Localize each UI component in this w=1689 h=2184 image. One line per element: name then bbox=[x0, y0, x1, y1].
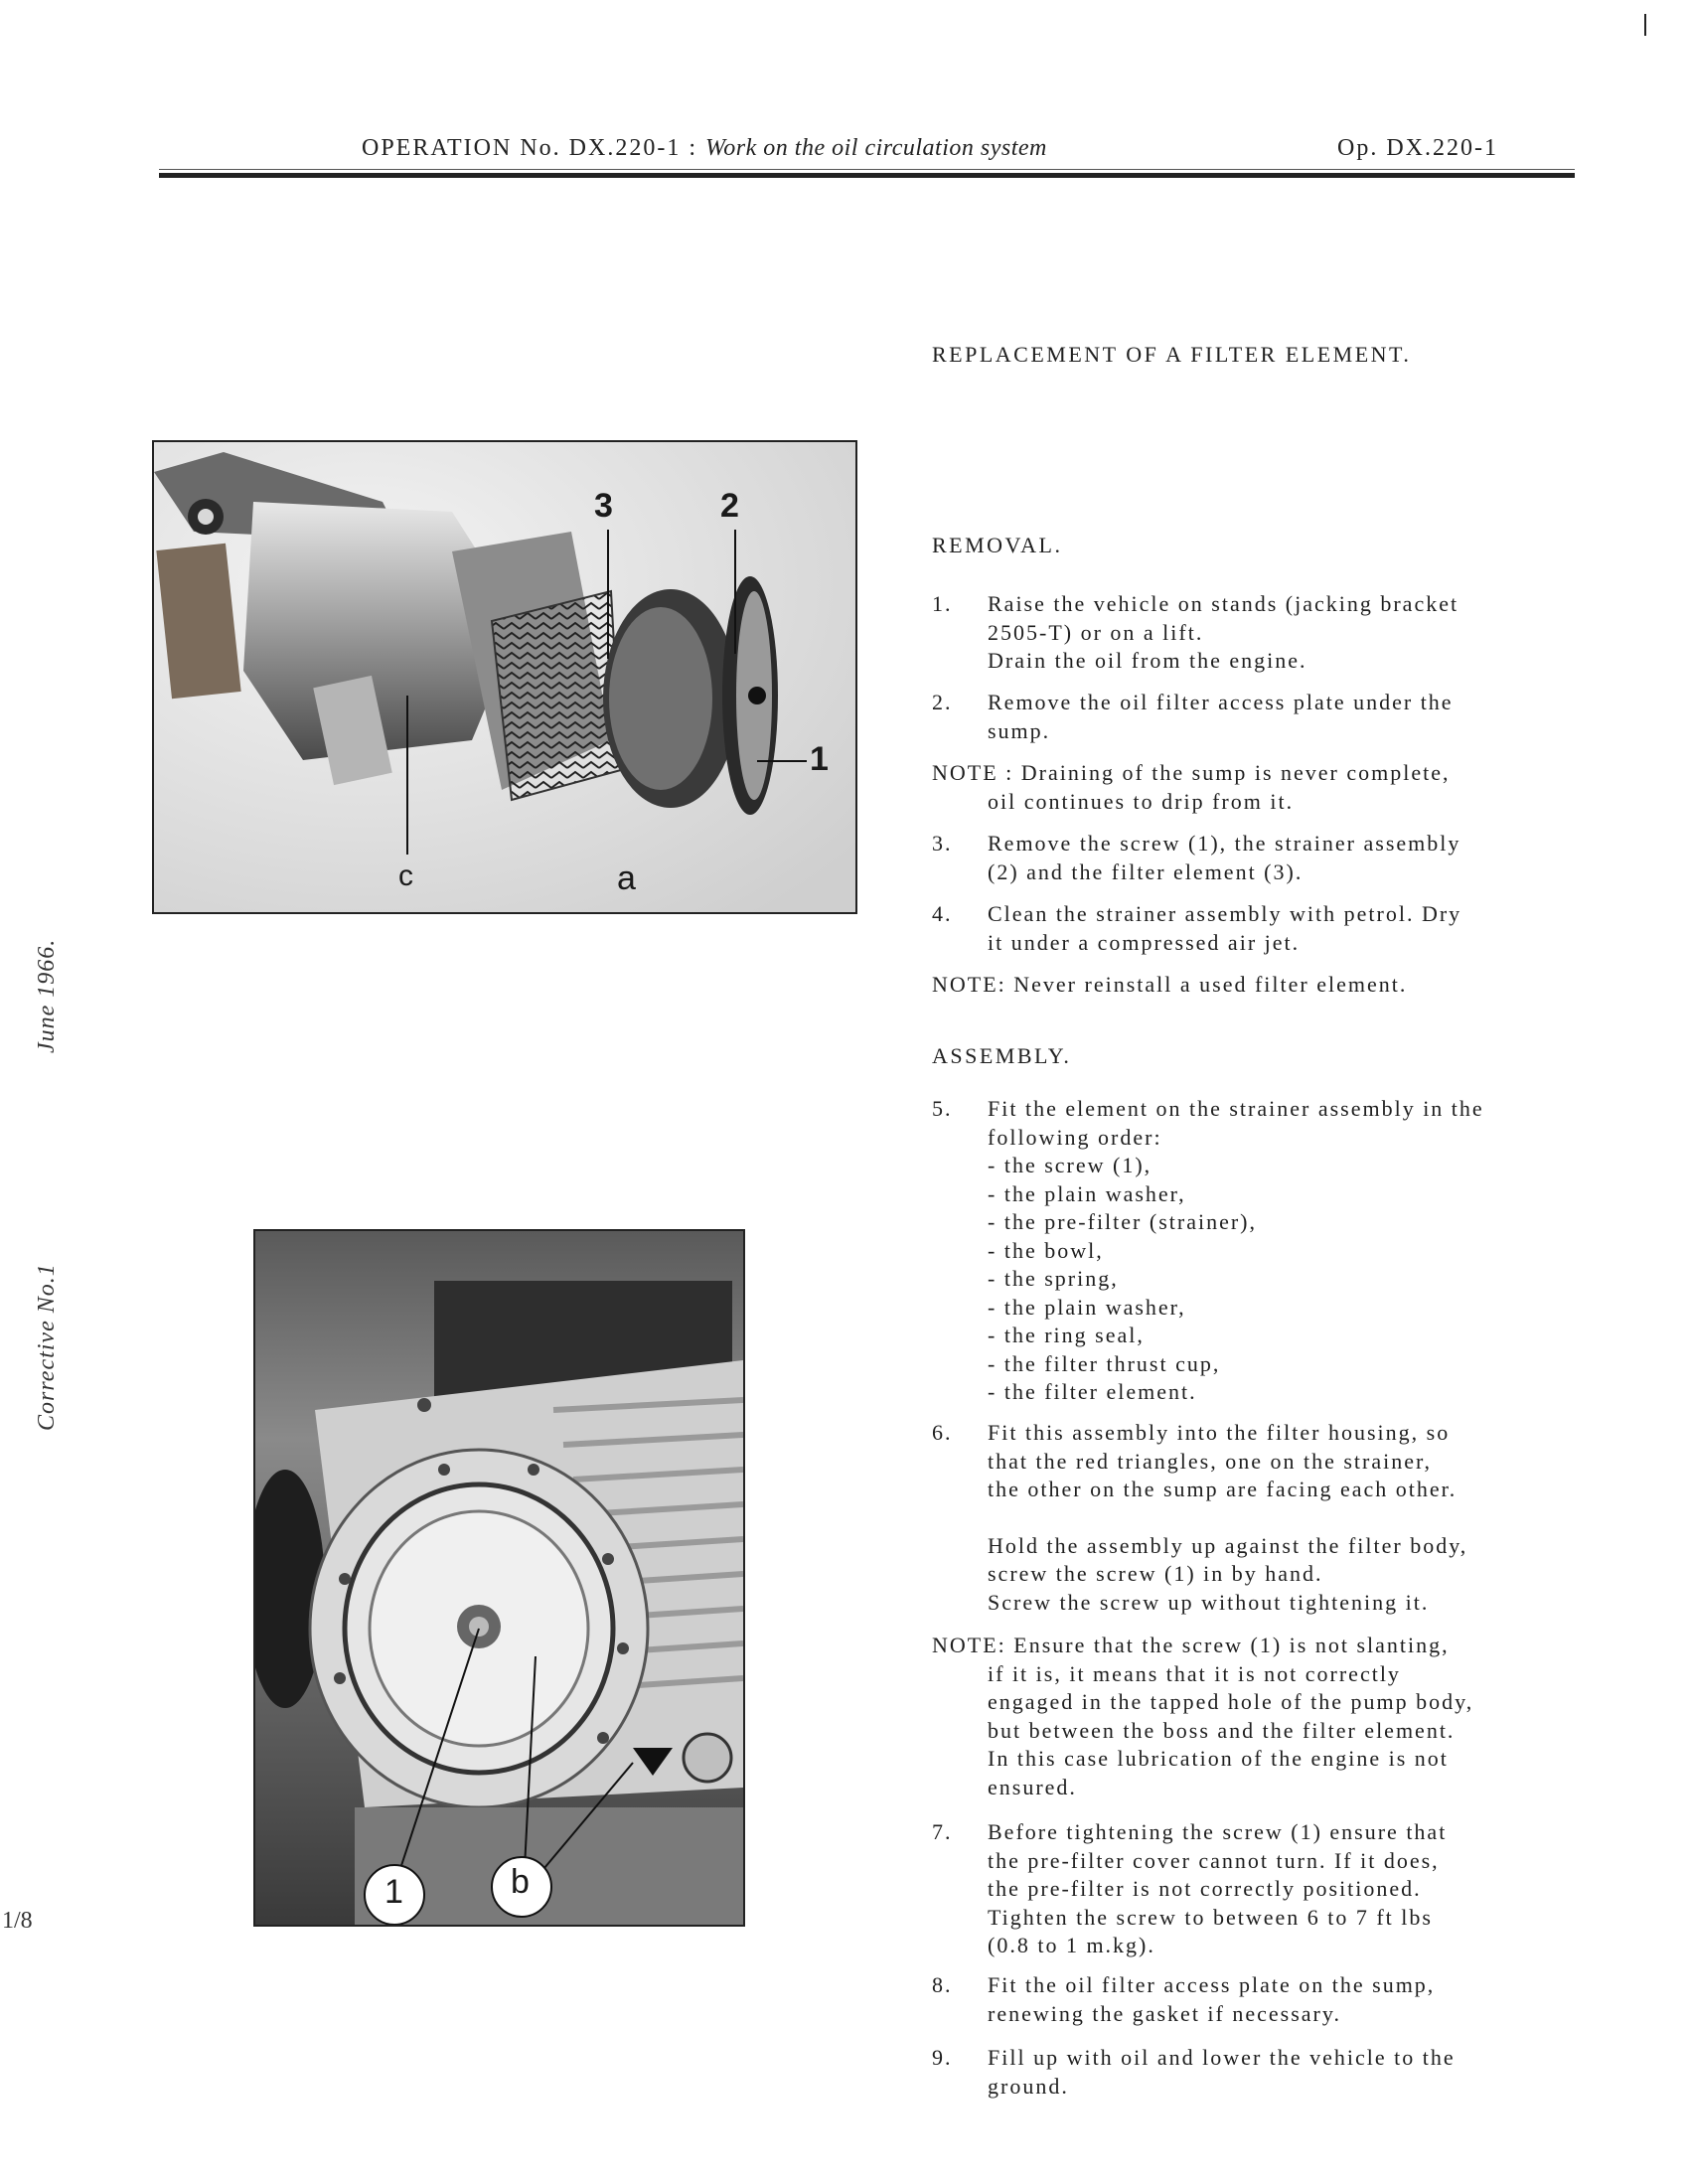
list-item: - the bowl, bbox=[988, 1237, 1104, 1263]
step-9 bbox=[932, 2044, 1588, 2101]
margin-page-code: 1/8 bbox=[2, 1908, 33, 1934]
margin-corrective: Corrective No.1 bbox=[34, 1263, 60, 1431]
header-op-ref: Op. DX.220-1 bbox=[1337, 135, 1498, 161]
step-6-num: 6. bbox=[932, 1420, 953, 1445]
step-9-text: Fill up with oil and lower the vehicle to the ground. bbox=[988, 2045, 1456, 2099]
step-5-list bbox=[988, 1152, 1588, 1407]
leader-2 bbox=[734, 530, 736, 654]
step-3-text: Remove the screw (1), the strainer assembly (2) and the filter element (3). bbox=[988, 831, 1461, 884]
step-2 bbox=[932, 689, 1588, 745]
step-2-text: Remove the oil filter access plate under the sump. bbox=[988, 690, 1454, 743]
list-item: - the filter element. bbox=[988, 1379, 1197, 1404]
step-7-num: 7. bbox=[932, 1819, 953, 1844]
note-3 bbox=[932, 1632, 1588, 1801]
note-1-first: NOTE : Draining of the sump is never complete, bbox=[932, 760, 1451, 785]
leader-c bbox=[406, 696, 408, 855]
note-2 bbox=[932, 971, 1588, 1000]
step-4-text: Clean the strainer assembly with petrol. Dry it under a compressed air jet. bbox=[988, 901, 1462, 955]
step-5 bbox=[932, 1095, 1588, 1407]
header-rule-thin bbox=[159, 169, 1575, 170]
step-7 bbox=[932, 1818, 1588, 1960]
step-4-num: 4. bbox=[932, 901, 953, 926]
leader-1 bbox=[757, 760, 807, 762]
corner-mark bbox=[1644, 14, 1646, 36]
note-3-first: NOTE: Ensure that the screw (1) is not slanting, bbox=[932, 1633, 1450, 1657]
note-3-rest: if it is, it means that it is not correctly engaged in the tapped hole of the pump body, but between the boss and the filter element. In this case lubrication of the engine is not ensured. bbox=[988, 1660, 1474, 1799]
sump-photo bbox=[255, 1231, 743, 1925]
label-1-sump: 1 bbox=[384, 1873, 403, 1911]
label-b: b bbox=[511, 1863, 530, 1901]
list-item: - the filter thrust cup, bbox=[988, 1350, 1221, 1376]
step-6 bbox=[932, 1419, 1588, 1617]
figure-filter-assembly bbox=[152, 440, 857, 914]
note-1 bbox=[932, 759, 1588, 816]
header-rule bbox=[159, 173, 1575, 178]
list-item: - the ring seal, bbox=[988, 1323, 1145, 1347]
step-8-text: Fit the oil filter access plate on the sump, renewing the gasket if necessary. bbox=[988, 1972, 1436, 2026]
list-item: - the plain washer, bbox=[988, 1180, 1186, 1206]
label-1: 1 bbox=[810, 740, 829, 778]
step-7-text: Before tightening the screw (1) ensure that the pre-filter cover cannot turn. If it does, the pre-filter is not correctly positioned. Tighten the screw to between 6 to 7 ft lbs (0.8 to 1 m.kg). bbox=[988, 1819, 1448, 1957]
step-1-text: Raise the vehicle on stands (jacking bracket 2505-T) or on a lift. Drain the oil from the engine. bbox=[988, 591, 1459, 673]
page-title: REPLACEMENT OF A FILTER ELEMENT. bbox=[932, 342, 1412, 367]
figure-sump bbox=[253, 1229, 745, 1927]
label-c: c bbox=[398, 859, 413, 892]
step-1 bbox=[932, 590, 1588, 676]
list-item: - the screw (1), bbox=[988, 1153, 1152, 1177]
leader-3 bbox=[607, 530, 609, 659]
step-6-text: Fit this assembly into the filter housing, so that the red triangles, one on the strainer, the other on the sump are facing each other. bbox=[988, 1420, 1458, 1501]
step-3-num: 3. bbox=[932, 831, 953, 856]
list-item: - the pre-filter (strainer), bbox=[988, 1209, 1257, 1234]
step-1-num: 1. bbox=[932, 591, 953, 616]
step-5-num: 5. bbox=[932, 1096, 953, 1121]
step-5-text: Fit the element on the strainer assembly in the following order: bbox=[988, 1096, 1484, 1150]
step-8 bbox=[932, 1971, 1588, 2028]
step-8-num: 8. bbox=[932, 1972, 953, 1997]
header-operation bbox=[362, 135, 1047, 162]
label-3: 3 bbox=[594, 487, 613, 525]
list-item: - the spring, bbox=[988, 1266, 1119, 1291]
label-2: 2 bbox=[720, 487, 739, 525]
filter-assembly-photo bbox=[154, 442, 855, 912]
label-a: a bbox=[617, 859, 636, 897]
step-3 bbox=[932, 830, 1588, 886]
assembly-heading: ASSEMBLY. bbox=[932, 1043, 1072, 1068]
note-1-rest: oil continues to drip from it. bbox=[988, 788, 1295, 814]
step-6-text-2: Hold the assembly up against the filter body, screw the screw (1) in by hand. Screw the screw up without tightening it. bbox=[988, 1532, 1468, 1615]
list-item: - the plain washer, bbox=[988, 1294, 1186, 1320]
operation-title: Work on the oil circulation system bbox=[705, 135, 1047, 161]
removal-heading: REMOVAL. bbox=[932, 533, 1063, 557]
operation-label: OPERATION No. DX.220-1 : bbox=[362, 135, 697, 161]
step-2-num: 2. bbox=[932, 690, 953, 714]
margin-date: June 1966. bbox=[34, 938, 60, 1053]
step-4 bbox=[932, 900, 1588, 957]
note-2-text: NOTE: Never reinstall a used filter element. bbox=[932, 972, 1408, 997]
step-9-num: 9. bbox=[932, 2045, 953, 2070]
